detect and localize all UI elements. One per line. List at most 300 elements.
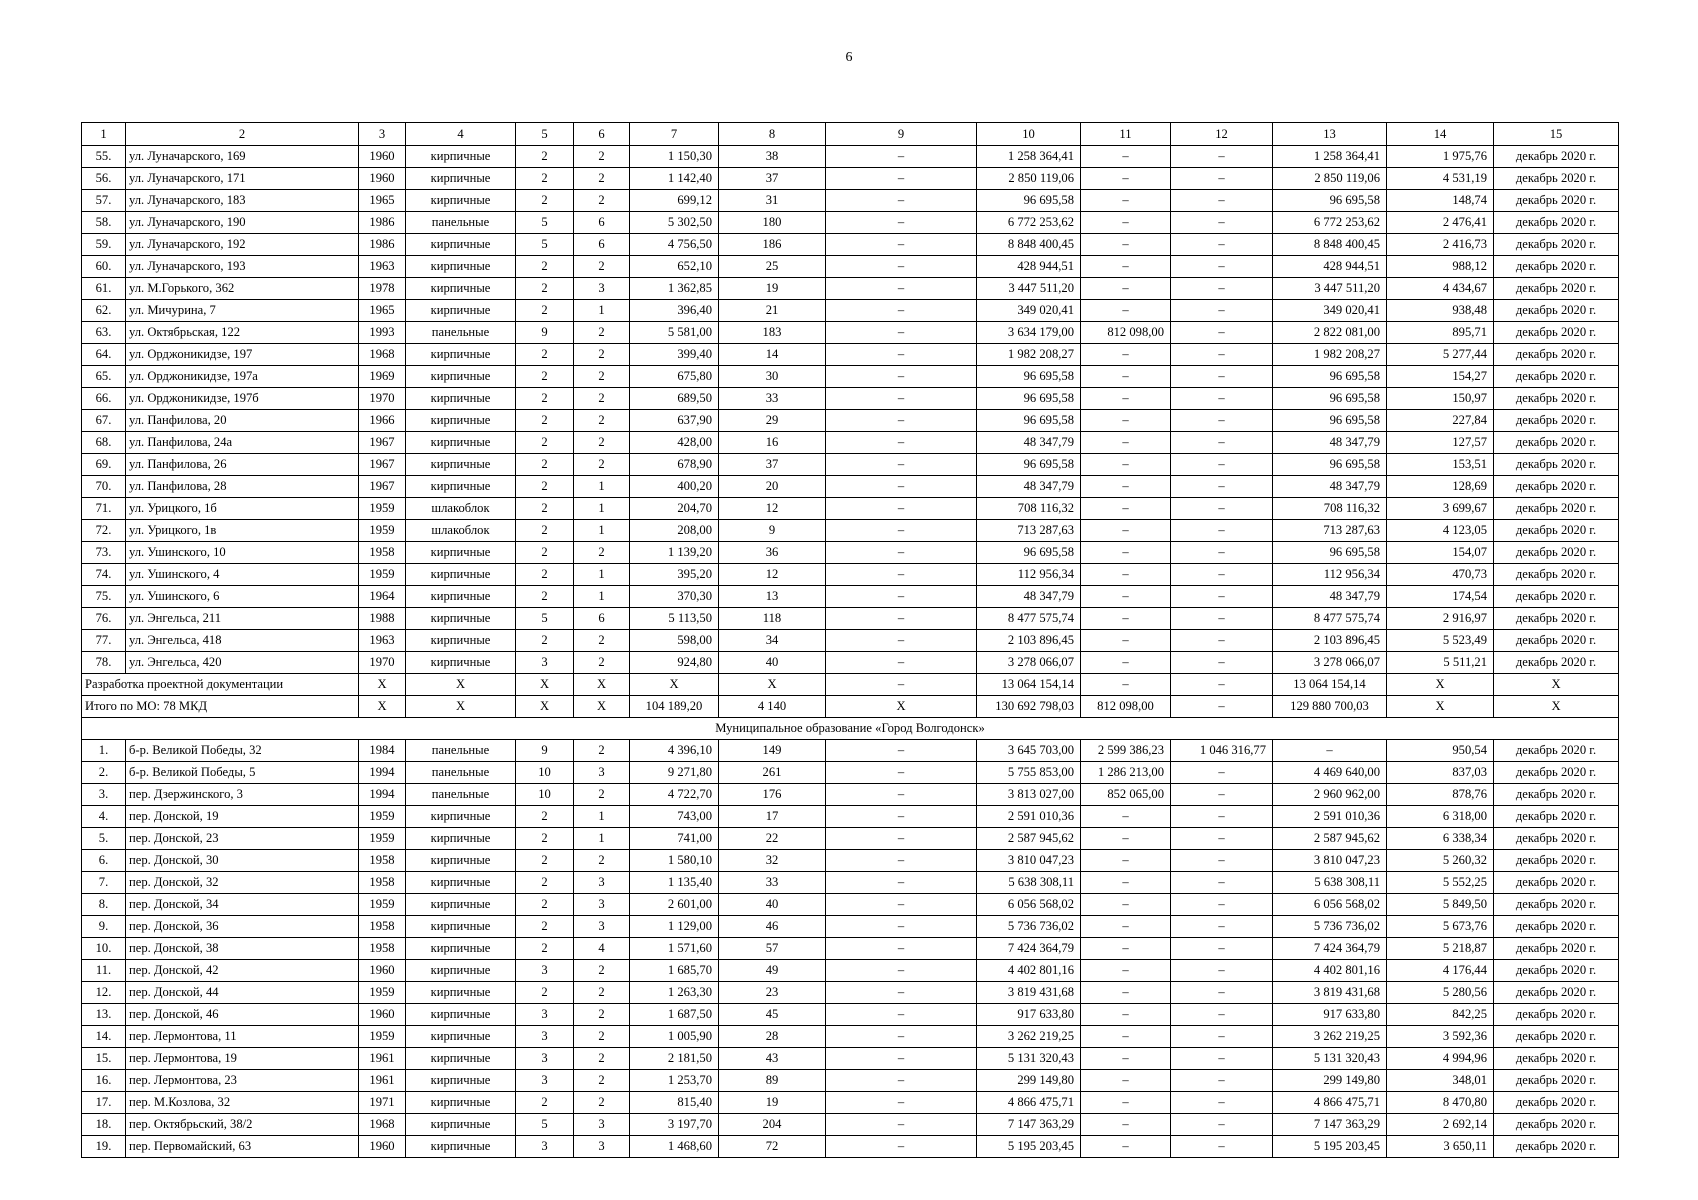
table-cell: пер. М.Козлова, 32 [126, 1092, 359, 1114]
table-cell: 2 [574, 1026, 630, 1048]
table-cell: – [1171, 344, 1273, 366]
summary-cell: – [1081, 674, 1171, 696]
table-cell: ул. Ушинского, 4 [126, 564, 359, 586]
table-cell: 7 147 363,29 [1273, 1114, 1387, 1136]
table-cell: 3 819 431,68 [1273, 982, 1387, 1004]
table-cell: – [1081, 1092, 1171, 1114]
table-cell: 3 699,67 [1387, 498, 1494, 520]
table-cell: 17. [82, 1092, 126, 1114]
table-cell: 59. [82, 234, 126, 256]
table-cell: 14 [719, 344, 826, 366]
table-cell: – [826, 278, 977, 300]
table-cell: 28 [719, 1026, 826, 1048]
table-cell: 3 [516, 1048, 574, 1070]
table-cell: 924,80 [630, 652, 719, 674]
table-cell: декабрь 2020 г. [1494, 410, 1619, 432]
table-cell: 1959 [359, 564, 406, 586]
column-header: 1 [82, 123, 126, 146]
table-cell: 33 [719, 872, 826, 894]
table-row [82, 850, 1619, 872]
table-cell: 10. [82, 938, 126, 960]
table-cell: 678,90 [630, 454, 719, 476]
table-cell: 1 362,85 [630, 278, 719, 300]
table-cell: 22 [719, 828, 826, 850]
table-cell: 48 347,79 [977, 586, 1081, 608]
summary-cell: 812 098,00 [1081, 696, 1171, 718]
table-cell: 8 477 575,74 [977, 608, 1081, 630]
table-cell: 23 [719, 982, 826, 1004]
table-cell: – [826, 1026, 977, 1048]
table-cell: 7 424 364,79 [1273, 938, 1387, 960]
table-cell: 2 822 081,00 [1273, 322, 1387, 344]
table-cell: 1 258 364,41 [977, 146, 1081, 168]
table-cell: – [1171, 806, 1273, 828]
table-cell: ул. Луначарского, 169 [126, 146, 359, 168]
table-cell: – [826, 146, 977, 168]
table-row [82, 1070, 1619, 1092]
table-cell: ул. Ушинского, 6 [126, 586, 359, 608]
table-cell: 96 695,58 [1273, 542, 1387, 564]
table-cell: панельные [406, 212, 516, 234]
table-cell: 1958 [359, 916, 406, 938]
table-cell: 9 [516, 740, 574, 762]
table-cell: ул. Мичурина, 7 [126, 300, 359, 322]
table-cell: 77. [82, 630, 126, 652]
table-cell: 46 [719, 916, 826, 938]
table-cell: кирпичные [406, 300, 516, 322]
table-cell: 713 287,63 [977, 520, 1081, 542]
table-cell: ул. Орджоникидзе, 197б [126, 388, 359, 410]
table-cell: 815,40 [630, 1092, 719, 1114]
table-cell: декабрь 2020 г. [1494, 1048, 1619, 1070]
table-cell: 3 [516, 1026, 574, 1048]
table-cell: 2 587 945,62 [977, 828, 1081, 850]
table-cell: декабрь 2020 г. [1494, 256, 1619, 278]
table-cell: 1965 [359, 190, 406, 212]
table-cell: 154,07 [1387, 542, 1494, 564]
table-cell: – [1081, 1004, 1171, 1026]
table-row [82, 608, 1619, 630]
table-cell: 48 347,79 [1273, 586, 1387, 608]
table-cell: – [1081, 542, 1171, 564]
table-cell: 5 673,76 [1387, 916, 1494, 938]
table-cell: – [826, 498, 977, 520]
table-cell: 699,12 [630, 190, 719, 212]
table-cell: 2 [516, 1092, 574, 1114]
table-cell: 1959 [359, 982, 406, 1004]
table-cell: 96 695,58 [1273, 366, 1387, 388]
table-cell: – [826, 344, 977, 366]
page-number: 6 [845, 50, 853, 65]
table-cell: – [1171, 608, 1273, 630]
table-cell: 5 511,21 [1387, 652, 1494, 674]
table-cell: 5 280,56 [1387, 982, 1494, 1004]
table-cell: 19 [719, 278, 826, 300]
table-cell: ул. Луначарского, 193 [126, 256, 359, 278]
table-cell: – [826, 1092, 977, 1114]
table-cell: пер. Донской, 34 [126, 894, 359, 916]
table-cell: панельные [406, 322, 516, 344]
table-cell: 428 944,51 [977, 256, 1081, 278]
table-cell: кирпичные [406, 1092, 516, 1114]
table-cell: кирпичные [406, 366, 516, 388]
table-cell: 96 695,58 [1273, 410, 1387, 432]
table-cell: декабрь 2020 г. [1494, 630, 1619, 652]
table-cell: декабрь 2020 г. [1494, 608, 1619, 630]
table-cell: 3 447 511,20 [1273, 278, 1387, 300]
table-cell: 1 [574, 476, 630, 498]
table-cell: 19. [82, 1136, 126, 1158]
table-cell: 154,27 [1387, 366, 1494, 388]
table-cell: 7 147 363,29 [977, 1114, 1081, 1136]
table-cell: 1959 [359, 1026, 406, 1048]
table-cell: 72. [82, 520, 126, 542]
table-cell: ул. Орджоникидзе, 197 [126, 344, 359, 366]
table-cell: – [1081, 498, 1171, 520]
table-cell: 118 [719, 608, 826, 630]
table-cell: 37 [719, 454, 826, 476]
table-row [82, 872, 1619, 894]
table-cell: 2 [574, 366, 630, 388]
table-cell: 1 687,50 [630, 1004, 719, 1026]
table-cell: 5 736 736,02 [977, 916, 1081, 938]
table-cell: декабрь 2020 г. [1494, 520, 1619, 542]
table-cell: 428 944,51 [1273, 256, 1387, 278]
table-cell: 5 131 320,43 [1273, 1048, 1387, 1070]
table-cell: кирпичные [406, 432, 516, 454]
table-cell: пер. Донской, 30 [126, 850, 359, 872]
table-cell: – [1171, 894, 1273, 916]
table-cell: 7 424 364,79 [977, 938, 1081, 960]
table-cell: ул. Октябрьская, 122 [126, 322, 359, 344]
table-cell: 2 [574, 850, 630, 872]
table-cell: 652,10 [630, 256, 719, 278]
table-cell: 1969 [359, 366, 406, 388]
table-cell: 1 286 213,00 [1081, 762, 1171, 784]
summary-cell: X [1494, 674, 1619, 696]
table-cell: 3 197,70 [630, 1114, 719, 1136]
table-cell: декабрь 2020 г. [1494, 872, 1619, 894]
table-cell: декабрь 2020 г. [1494, 916, 1619, 938]
table-cell: 1 129,00 [630, 916, 719, 938]
table-cell: – [1081, 652, 1171, 674]
table-cell: 2 692,14 [1387, 1114, 1494, 1136]
table-cell: – [1171, 476, 1273, 498]
table-cell: 1958 [359, 872, 406, 894]
table-cell: 2 [516, 454, 574, 476]
table-row [82, 1026, 1619, 1048]
table-cell: 470,73 [1387, 564, 1494, 586]
table-cell: 3 [574, 762, 630, 784]
table-cell: 2 103 896,45 [977, 630, 1081, 652]
table-cell: 96 695,58 [977, 410, 1081, 432]
table-cell: декабрь 2020 г. [1494, 234, 1619, 256]
table-cell: 2 [516, 344, 574, 366]
table-cell: 2 [516, 630, 574, 652]
table-cell: кирпичные [406, 564, 516, 586]
table-cell: 2 [574, 322, 630, 344]
table-cell: 1 [574, 586, 630, 608]
table-cell: 2 [574, 432, 630, 454]
table-cell: 1967 [359, 454, 406, 476]
table-cell: – [1171, 454, 1273, 476]
table-cell: декабрь 2020 г. [1494, 146, 1619, 168]
table-cell: 4 123,05 [1387, 520, 1494, 542]
table-cell: – [826, 168, 977, 190]
table-cell: 1 [574, 300, 630, 322]
table-cell: 1994 [359, 784, 406, 806]
summary-cell: X [516, 674, 574, 696]
table-cell: – [1081, 608, 1171, 630]
table-cell: – [1171, 1136, 1273, 1158]
table-cell: 4 434,67 [1387, 278, 1494, 300]
table-cell: 2 960 962,00 [1273, 784, 1387, 806]
section-title: Муниципальное образование «Город Волгодонск» [82, 718, 1619, 740]
table-cell: 34 [719, 630, 826, 652]
table-cell: 1 135,40 [630, 872, 719, 894]
table-cell: пер. Первомайский, 63 [126, 1136, 359, 1158]
table-cell: 21 [719, 300, 826, 322]
table-cell: 3 [516, 1136, 574, 1158]
table-cell: 1 [574, 806, 630, 828]
table-cell: 917 633,80 [1273, 1004, 1387, 1026]
table-cell: – [826, 454, 977, 476]
table-cell: 1 046 316,77 [1171, 740, 1273, 762]
table-row [82, 586, 1619, 608]
table-cell: – [1081, 278, 1171, 300]
table-cell: 38 [719, 146, 826, 168]
table-cell: – [826, 190, 977, 212]
table-cell: 6 056 568,02 [1273, 894, 1387, 916]
table-cell: 14. [82, 1026, 126, 1048]
table-cell: – [1081, 344, 1171, 366]
table-cell: – [1081, 564, 1171, 586]
summary-cell: X [630, 674, 719, 696]
table-cell: пер. Лермонтова, 19 [126, 1048, 359, 1070]
table-cell: 2 [574, 388, 630, 410]
table-row [82, 828, 1619, 850]
table-cell: – [1171, 212, 1273, 234]
table-cell: кирпичные [406, 234, 516, 256]
table-cell: – [826, 1070, 977, 1092]
summary-cell: 13 064 154,14 [977, 674, 1081, 696]
table-cell: 1 142,40 [630, 168, 719, 190]
table-cell: 1963 [359, 256, 406, 278]
table-cell: 112 956,34 [1273, 564, 1387, 586]
table-cell: 4 994,96 [1387, 1048, 1494, 1070]
table-cell: 48 347,79 [1273, 476, 1387, 498]
table-cell: пер. Донской, 36 [126, 916, 359, 938]
table-cell: 1 685,70 [630, 960, 719, 982]
table-cell: – [1081, 630, 1171, 652]
table-cell: 76. [82, 608, 126, 630]
table-cell: – [826, 212, 977, 234]
table-row [82, 520, 1619, 542]
table-cell: – [826, 476, 977, 498]
header-row [82, 123, 1619, 146]
table-cell: 1 253,70 [630, 1070, 719, 1092]
table-cell: 938,48 [1387, 300, 1494, 322]
table-cell: 25 [719, 256, 826, 278]
table-cell: 8. [82, 894, 126, 916]
table-cell: 395,20 [630, 564, 719, 586]
table-cell: 988,12 [1387, 256, 1494, 278]
table-cell: – [1081, 916, 1171, 938]
table-cell: 2 [574, 146, 630, 168]
table-cell: 43 [719, 1048, 826, 1070]
table-cell: 743,00 [630, 806, 719, 828]
table-cell: – [1081, 872, 1171, 894]
table-cell: 349 020,41 [1273, 300, 1387, 322]
table-row [82, 564, 1619, 586]
table-cell: пер. Лермонтова, 23 [126, 1070, 359, 1092]
table-cell: 96 695,58 [1273, 388, 1387, 410]
table-cell: 96 695,58 [1273, 454, 1387, 476]
table-cell: – [1081, 454, 1171, 476]
table-cell: 128,69 [1387, 476, 1494, 498]
table-cell: 1958 [359, 850, 406, 872]
table-cell: – [1171, 256, 1273, 278]
table-cell: – [1171, 278, 1273, 300]
table-cell: 2 [574, 784, 630, 806]
table-cell: 5. [82, 828, 126, 850]
table-cell: 1. [82, 740, 126, 762]
table-cell: кирпичные [406, 608, 516, 630]
table-cell: – [826, 960, 977, 982]
table-cell: кирпичные [406, 454, 516, 476]
table-cell: 4 866 475,71 [1273, 1092, 1387, 1114]
table-cell: 5 552,25 [1387, 872, 1494, 894]
table-cell: 31 [719, 190, 826, 212]
table-cell: 20 [719, 476, 826, 498]
table-cell: 6. [82, 850, 126, 872]
table-cell: – [1171, 168, 1273, 190]
table-cell: 112 956,34 [977, 564, 1081, 586]
table-cell: 13. [82, 1004, 126, 1026]
table-cell: – [826, 982, 977, 1004]
table-cell: 32 [719, 850, 826, 872]
table-cell: 127,57 [1387, 432, 1494, 454]
table-cell: 713 287,63 [1273, 520, 1387, 542]
table-cell: 89 [719, 1070, 826, 1092]
table-cell: 2 [516, 388, 574, 410]
table-cell: декабрь 2020 г. [1494, 982, 1619, 1004]
table-cell: 2 [574, 652, 630, 674]
table-row [82, 1092, 1619, 1114]
table-cell: 5 638 308,11 [1273, 872, 1387, 894]
table-cell: 852 065,00 [1081, 784, 1171, 806]
table-cell: 1967 [359, 476, 406, 498]
column-header: 12 [1171, 123, 1273, 146]
table-cell: кирпичные [406, 938, 516, 960]
table-cell: 2 [574, 190, 630, 212]
table-cell: – [1171, 322, 1273, 344]
table-cell: – [1171, 1070, 1273, 1092]
table-row [82, 806, 1619, 828]
table-row [82, 410, 1619, 432]
table-cell: 75. [82, 586, 126, 608]
table-cell: – [1171, 542, 1273, 564]
column-header: 14 [1387, 123, 1494, 146]
table-cell: 1960 [359, 960, 406, 982]
table-cell: 48 347,79 [977, 432, 1081, 454]
table-cell: 3 650,11 [1387, 1136, 1494, 1158]
table-cell: 2 416,73 [1387, 234, 1494, 256]
summary-cell: X [1387, 674, 1494, 696]
table-cell: декабрь 2020 г. [1494, 762, 1619, 784]
column-header: 2 [126, 123, 359, 146]
table-cell: 741,00 [630, 828, 719, 850]
table-cell: 1 005,90 [630, 1026, 719, 1048]
table-cell: 227,84 [1387, 410, 1494, 432]
table-cell: – [1171, 1004, 1273, 1026]
table-cell: – [1081, 168, 1171, 190]
table-cell: – [826, 256, 977, 278]
table-cell: 1968 [359, 1114, 406, 1136]
table-cell: – [826, 608, 977, 630]
table-cell: 2. [82, 762, 126, 784]
summary-cell: – [1171, 674, 1273, 696]
table-cell: 5 849,50 [1387, 894, 1494, 916]
table-cell: декабрь 2020 г. [1494, 366, 1619, 388]
table-cell: 8 848 400,45 [1273, 234, 1387, 256]
table-cell: – [1081, 960, 1171, 982]
table-cell: 1960 [359, 1004, 406, 1026]
table-cell: 69. [82, 454, 126, 476]
table-cell: 4 722,70 [630, 784, 719, 806]
table-cell: 61. [82, 278, 126, 300]
table-cell: 349 020,41 [977, 300, 1081, 322]
table-cell: 396,40 [630, 300, 719, 322]
table-cell: шлакоблок [406, 498, 516, 520]
table-cell: 2 [516, 520, 574, 542]
table-cell: пер. Донской, 38 [126, 938, 359, 960]
table-cell: 1 975,76 [1387, 146, 1494, 168]
table-cell: 2 [574, 410, 630, 432]
table-cell: – [1081, 432, 1171, 454]
table-cell: 3. [82, 784, 126, 806]
table-row [82, 740, 1619, 762]
table-cell: 2 850 119,06 [1273, 168, 1387, 190]
table-cell: 8 470,80 [1387, 1092, 1494, 1114]
summary-cell: X [1387, 696, 1494, 718]
table-cell: 57. [82, 190, 126, 212]
table-cell: 17 [719, 806, 826, 828]
table-cell: кирпичные [406, 1114, 516, 1136]
table-cell: 6 056 568,02 [977, 894, 1081, 916]
table-cell: 708 116,32 [977, 498, 1081, 520]
table-cell: 45 [719, 1004, 826, 1026]
table-cell: 5 736 736,02 [1273, 916, 1387, 938]
table-cell: 68. [82, 432, 126, 454]
table-cell: 1988 [359, 608, 406, 630]
table-cell: панельные [406, 740, 516, 762]
table-cell: 96 695,58 [977, 542, 1081, 564]
table-cell: 49 [719, 960, 826, 982]
table-cell: 2 [574, 344, 630, 366]
table-cell: – [1171, 1026, 1273, 1048]
table-cell: 96 695,58 [977, 190, 1081, 212]
table-cell: декабрь 2020 г. [1494, 498, 1619, 520]
table-cell: 176 [719, 784, 826, 806]
table-cell: – [826, 740, 977, 762]
table-cell: 1967 [359, 432, 406, 454]
table-cell: 4 396,10 [630, 740, 719, 762]
summary-cell: X [406, 696, 516, 718]
table-cell: – [1171, 850, 1273, 872]
table-cell: декабрь 2020 г. [1494, 828, 1619, 850]
table-cell: 1 468,60 [630, 1136, 719, 1158]
